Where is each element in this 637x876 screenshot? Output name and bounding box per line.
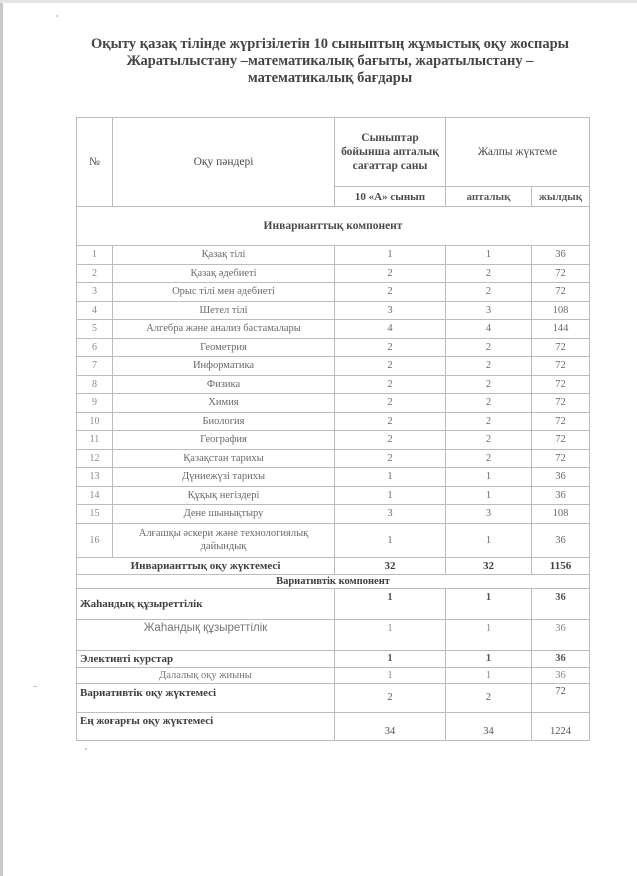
row-yearly: 72 xyxy=(532,357,590,376)
electives-weekly: 1 xyxy=(446,650,532,667)
row-number: 11 xyxy=(77,431,113,450)
table-row xyxy=(77,523,590,557)
row-yearly: 36 xyxy=(532,486,590,505)
table-row xyxy=(77,449,590,468)
global-competence-item-label: Жаһандық құзыреттілік xyxy=(77,619,335,650)
invariant-total-label: Инварианттық оқу жүктемесі xyxy=(77,557,335,574)
row-yearly: 108 xyxy=(532,301,590,320)
row-yearly: 72 xyxy=(532,412,590,431)
row-number: 6 xyxy=(77,338,113,357)
row-yearly: 72 xyxy=(532,431,590,450)
field-training-class: 1 xyxy=(335,667,446,683)
row-subject: Қазақстан тарихы xyxy=(113,449,335,468)
table-row xyxy=(77,412,590,431)
row-weekly: 2 xyxy=(446,394,532,413)
row-weekly: 2 xyxy=(446,412,532,431)
field-training-yearly: 36 xyxy=(532,667,590,683)
row-class-hours: 2 xyxy=(335,449,446,468)
row-class-hours: 3 xyxy=(335,505,446,524)
scan-speck xyxy=(85,748,87,750)
row-class-hours: 2 xyxy=(335,431,446,450)
variative-total-weekly: 2 xyxy=(446,683,532,712)
row-weekly: 1 xyxy=(446,246,532,265)
table-row xyxy=(77,246,590,265)
table-row xyxy=(77,320,590,339)
row-number: 1 xyxy=(77,246,113,265)
row-yearly: 72 xyxy=(532,375,590,394)
max-total-yearly: 1224 xyxy=(532,712,590,740)
row-class-hours: 1 xyxy=(335,486,446,505)
row-yearly: 72 xyxy=(532,264,590,283)
field-training-row xyxy=(77,667,590,683)
header-row xyxy=(77,118,590,187)
variative-total-class: 2 xyxy=(335,683,446,712)
header-weekly-hours-text: Сыныптар бойынша апталық сағаттар саны xyxy=(341,132,439,172)
row-subject: География xyxy=(113,431,335,450)
document-title xyxy=(60,36,600,87)
row-number: 15 xyxy=(77,505,113,524)
table-row xyxy=(77,431,590,450)
row-yearly: 36 xyxy=(532,468,590,487)
electives-label: Элективті курстар xyxy=(77,650,335,667)
table-row xyxy=(77,264,590,283)
row-subject: Шетел тілі xyxy=(113,301,335,320)
row-subject: Геометрия xyxy=(113,338,335,357)
row-class-hours: 2 xyxy=(335,375,446,394)
electives-class: 1 xyxy=(335,650,446,667)
row-weekly: 3 xyxy=(446,301,532,320)
row-number: 9 xyxy=(77,394,113,413)
variative-total-row xyxy=(77,683,590,712)
header-total-load: Жалпы жүктеме xyxy=(446,118,590,187)
row-subject: Физика xyxy=(113,375,335,394)
row-number: 14 xyxy=(77,486,113,505)
table-row xyxy=(77,338,590,357)
table-row xyxy=(77,486,590,505)
curriculum-table xyxy=(76,117,590,741)
row-number: 16 xyxy=(77,523,113,557)
header-class: 10 «А» сынып xyxy=(335,187,446,207)
row-weekly: 2 xyxy=(446,357,532,376)
row-weekly: 2 xyxy=(446,338,532,357)
row-weekly: 2 xyxy=(446,375,532,394)
row-number: 13 xyxy=(77,468,113,487)
table-row xyxy=(77,468,590,487)
row-weekly: 1 xyxy=(446,486,532,505)
global-competence-yearly: 36 xyxy=(532,588,590,619)
header-number: № xyxy=(77,118,113,207)
row-class-hours: 2 xyxy=(335,264,446,283)
row-class-hours: 1 xyxy=(335,523,446,557)
row-weekly: 1 xyxy=(446,523,532,557)
table-row xyxy=(77,357,590,376)
row-subject: Алғашқы әскери және технологиялық дайындық xyxy=(113,523,335,557)
row-number: 2 xyxy=(77,264,113,283)
row-subject: Биология xyxy=(113,412,335,431)
invariant-total-row xyxy=(77,557,590,574)
invariant-total-class: 32 xyxy=(335,557,446,574)
row-yearly: 72 xyxy=(532,338,590,357)
electives-row xyxy=(77,650,590,667)
row-number: 8 xyxy=(77,375,113,394)
row-weekly: 1 xyxy=(446,468,532,487)
header-weekly: апталық xyxy=(446,187,532,207)
row-weekly: 3 xyxy=(446,505,532,524)
header-weekly-hours xyxy=(335,118,446,187)
row-class-hours: 2 xyxy=(335,283,446,302)
row-weekly: 4 xyxy=(446,320,532,339)
row-yearly: 72 xyxy=(532,449,590,468)
table-row xyxy=(77,505,590,524)
scan-edge-top xyxy=(0,0,637,3)
max-total-weekly: 34 xyxy=(446,712,532,740)
table-row xyxy=(77,394,590,413)
global-competence-item-weekly: 1 xyxy=(446,619,532,650)
variative-section-label: Вариативтік компонент xyxy=(77,574,590,588)
row-class-hours: 3 xyxy=(335,301,446,320)
max-total-row xyxy=(77,712,590,740)
row-subject: Қазақ тілі xyxy=(113,246,335,265)
electives-yearly: 36 xyxy=(532,650,590,667)
row-weekly: 2 xyxy=(446,264,532,283)
max-total-label: Ең жоғарғы оқу жүктемесі xyxy=(77,712,335,740)
row-subject: Құқық негіздері xyxy=(113,486,335,505)
row-subject: Химия xyxy=(113,394,335,413)
row-yearly: 36 xyxy=(532,246,590,265)
row-class-hours: 1 xyxy=(335,246,446,265)
row-yearly: 144 xyxy=(532,320,590,339)
row-subject: Алгебра және анализ бастамалары xyxy=(113,320,335,339)
row-yearly: 108 xyxy=(532,505,590,524)
field-training-weekly: 1 xyxy=(446,667,532,683)
max-total-class: 34 xyxy=(335,712,446,740)
row-subject: Информатика xyxy=(113,357,335,376)
table-row xyxy=(77,375,590,394)
field-training-label: Далалық оқу жиыны xyxy=(77,667,335,683)
row-number: 12 xyxy=(77,449,113,468)
row-class-hours: 2 xyxy=(335,412,446,431)
row-number: 5 xyxy=(77,320,113,339)
table-row xyxy=(77,301,590,320)
row-weekly: 2 xyxy=(446,431,532,450)
invariant-total-yearly: 1156 xyxy=(532,557,590,574)
row-subject: Қазақ әдебиеті xyxy=(113,264,335,283)
row-class-hours: 2 xyxy=(335,394,446,413)
global-competence-class: 1 xyxy=(335,588,446,619)
row-weekly: 2 xyxy=(446,449,532,468)
row-subject: Дүниежүзі тарихы xyxy=(113,468,335,487)
title-line-2: Жаратылыстану –математикалық бағыты, жаратылыстану – xyxy=(126,53,534,69)
scan-speck xyxy=(56,15,58,17)
header-subject: Оқу пәндері xyxy=(113,118,335,207)
global-competence-row xyxy=(77,588,590,619)
header-yearly: жылдық xyxy=(532,187,590,207)
row-number: 3 xyxy=(77,283,113,302)
row-subject: Дене шынықтыру xyxy=(113,505,335,524)
global-competence-item-row xyxy=(77,619,590,650)
variative-section-row xyxy=(77,574,590,588)
global-competence-item-yearly: 36 xyxy=(532,619,590,650)
variative-total-yearly: 72 xyxy=(532,683,590,712)
row-class-hours: 2 xyxy=(335,357,446,376)
row-number: 4 xyxy=(77,301,113,320)
row-class-hours: 4 xyxy=(335,320,446,339)
invariant-section-row xyxy=(77,207,590,246)
row-number: 10 xyxy=(77,412,113,431)
table-row xyxy=(77,283,590,302)
scan-edge-left xyxy=(0,0,3,876)
scan-speck xyxy=(33,686,37,687)
row-weekly: 2 xyxy=(446,283,532,302)
global-competence-item-class: 1 xyxy=(335,619,446,650)
invariant-total-weekly: 32 xyxy=(446,557,532,574)
variative-total-label: Вариативтік оқу жүктемесі xyxy=(77,683,335,712)
row-number: 7 xyxy=(77,357,113,376)
invariant-section-label: Инварианттық компонент xyxy=(77,207,590,246)
row-class-hours: 1 xyxy=(335,468,446,487)
row-class-hours: 2 xyxy=(335,338,446,357)
row-subject: Орыс тілі мен әдебиеті xyxy=(113,283,335,302)
title-line-1: Оқыту қазақ тілінде жүргізілетін 10 сыныптың жұмыстық оқу жоспары xyxy=(91,36,569,52)
row-yearly: 72 xyxy=(532,283,590,302)
global-competence-label: Жаһандық құзыреттілік xyxy=(77,588,335,619)
global-competence-weekly: 1 xyxy=(446,588,532,619)
row-yearly: 36 xyxy=(532,523,590,557)
row-yearly: 72 xyxy=(532,394,590,413)
title-line-3: математикалық бағдары xyxy=(247,70,413,86)
